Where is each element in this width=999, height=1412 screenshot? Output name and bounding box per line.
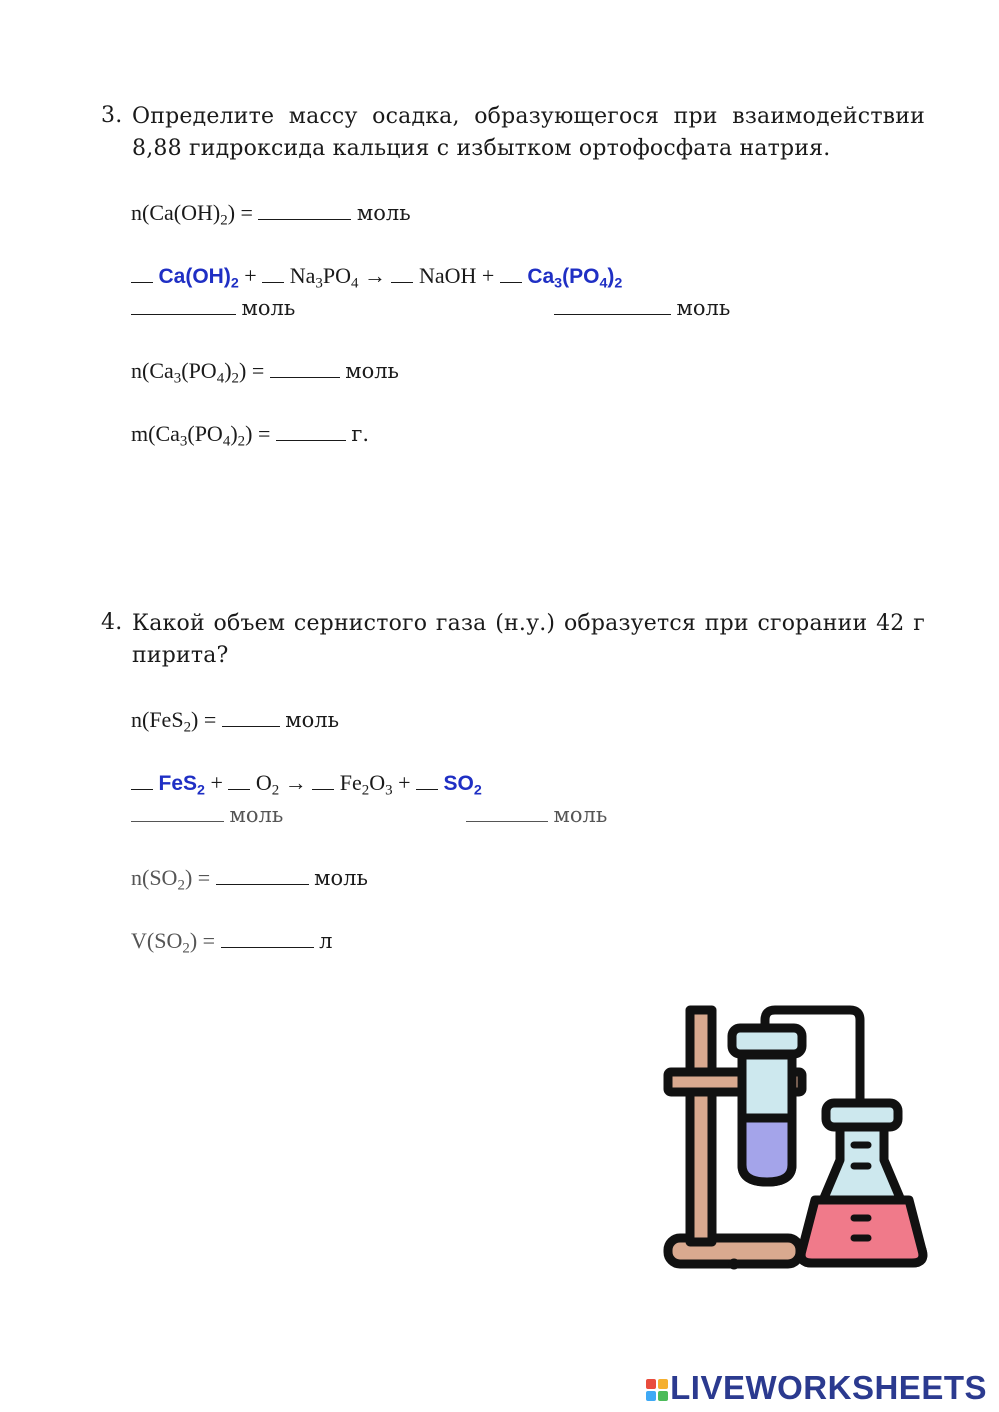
q3-m-ca3po42-line: $m(Ca_3(PO_4)_2) = г$.	[131, 421, 370, 450]
arrow: →	[363, 263, 386, 288]
arrow: →	[284, 770, 307, 795]
answer-blank-m-ca3po42[interactable]	[276, 422, 346, 441]
q3-number: 3.	[101, 103, 123, 128]
reactant-na3po4: $Na_3PO_4$	[289, 263, 359, 292]
coef-blank-4[interactable]	[416, 771, 438, 790]
q4-v-so2-line: $V(SO_2) = л$	[131, 928, 333, 957]
coef-blank-2[interactable]	[262, 264, 284, 283]
q3-text: Определите массу осадка, образующегося при взаимодействии 8,88 гидроксида кальция с избытком ортофосфата натрия.	[132, 104, 925, 161]
coef-blank-2[interactable]	[228, 771, 250, 790]
chemistry-lab-icon	[660, 1000, 935, 1280]
answer-blank-n-caoh2[interactable]	[258, 201, 351, 220]
coef-blank-4[interactable]	[500, 264, 522, 283]
q4-number: 4.	[101, 610, 123, 635]
product-ca3po42: $Ca_3(PO_4)_2$	[527, 265, 623, 292]
liveworksheets-logo	[646, 1369, 987, 1407]
q4-n-fes2-line: n(FeS$_2$) = моль	[131, 707, 340, 736]
reactant-o2: $O_2$	[255, 770, 280, 799]
reactant-fes2: FeS$_2$	[158, 772, 205, 799]
product-naoh: NaOH	[418, 263, 477, 288]
q3-mol-left: моль	[131, 295, 295, 321]
answer-blank-mol-caoh2[interactable]	[131, 296, 236, 315]
q4-text: Какой объем сернистого газа (н.у.) образуется при сгорании 42 г пирита?	[132, 611, 925, 668]
brand-text: LIVEWORKSHEETS	[670, 1369, 987, 1406]
q4-mol-right: моль	[466, 802, 607, 828]
answer-blank-mol-fes2[interactable]	[131, 803, 224, 822]
product-fe2o3: $Fe_2O_3$	[339, 770, 393, 799]
product-so2: $SO_2$	[443, 772, 482, 799]
answer-blank-n-so2[interactable]	[216, 866, 309, 885]
answer-blank-n-fes2[interactable]	[222, 708, 280, 727]
answer-blank-v-so2[interactable]	[221, 929, 314, 948]
q4-n-so2-line: $n(SO_2)$ = моль	[131, 865, 368, 894]
q3-n-ca3po42-line: $n(Ca_3(PO_4)_2)$ = моль	[131, 358, 399, 387]
coef-blank-3[interactable]	[391, 264, 413, 283]
q4-mol-left: моль	[131, 802, 283, 828]
q3-equation: $Ca(OH)_2 + Na_3PO_4$ → NaOH + $Ca_3(PO_4)_2$	[131, 263, 622, 289]
answer-blank-mol-ca3po42[interactable]	[554, 296, 671, 315]
reactant-caoh2: $Ca(OH)_2$	[158, 265, 239, 292]
q3-n-caoh2-line: $n(Ca(OH)_2)$ = моль	[131, 200, 411, 229]
coef-blank-1[interactable]	[131, 264, 153, 283]
label: n(Ca(OH)	[131, 200, 221, 225]
coef-blank-3[interactable]	[312, 771, 334, 790]
answer-blank-mol-so2[interactable]	[466, 803, 548, 822]
liveworksheets-badge-icon	[646, 1379, 668, 1401]
q3-mol-right: моль	[554, 295, 730, 321]
q4-equation: $FeS_2 + O_2 \to Fe_2O_3 + SO_2$	[131, 770, 482, 796]
coef-blank-1[interactable]	[131, 771, 153, 790]
answer-blank-n-ca3po42[interactable]	[270, 359, 340, 378]
